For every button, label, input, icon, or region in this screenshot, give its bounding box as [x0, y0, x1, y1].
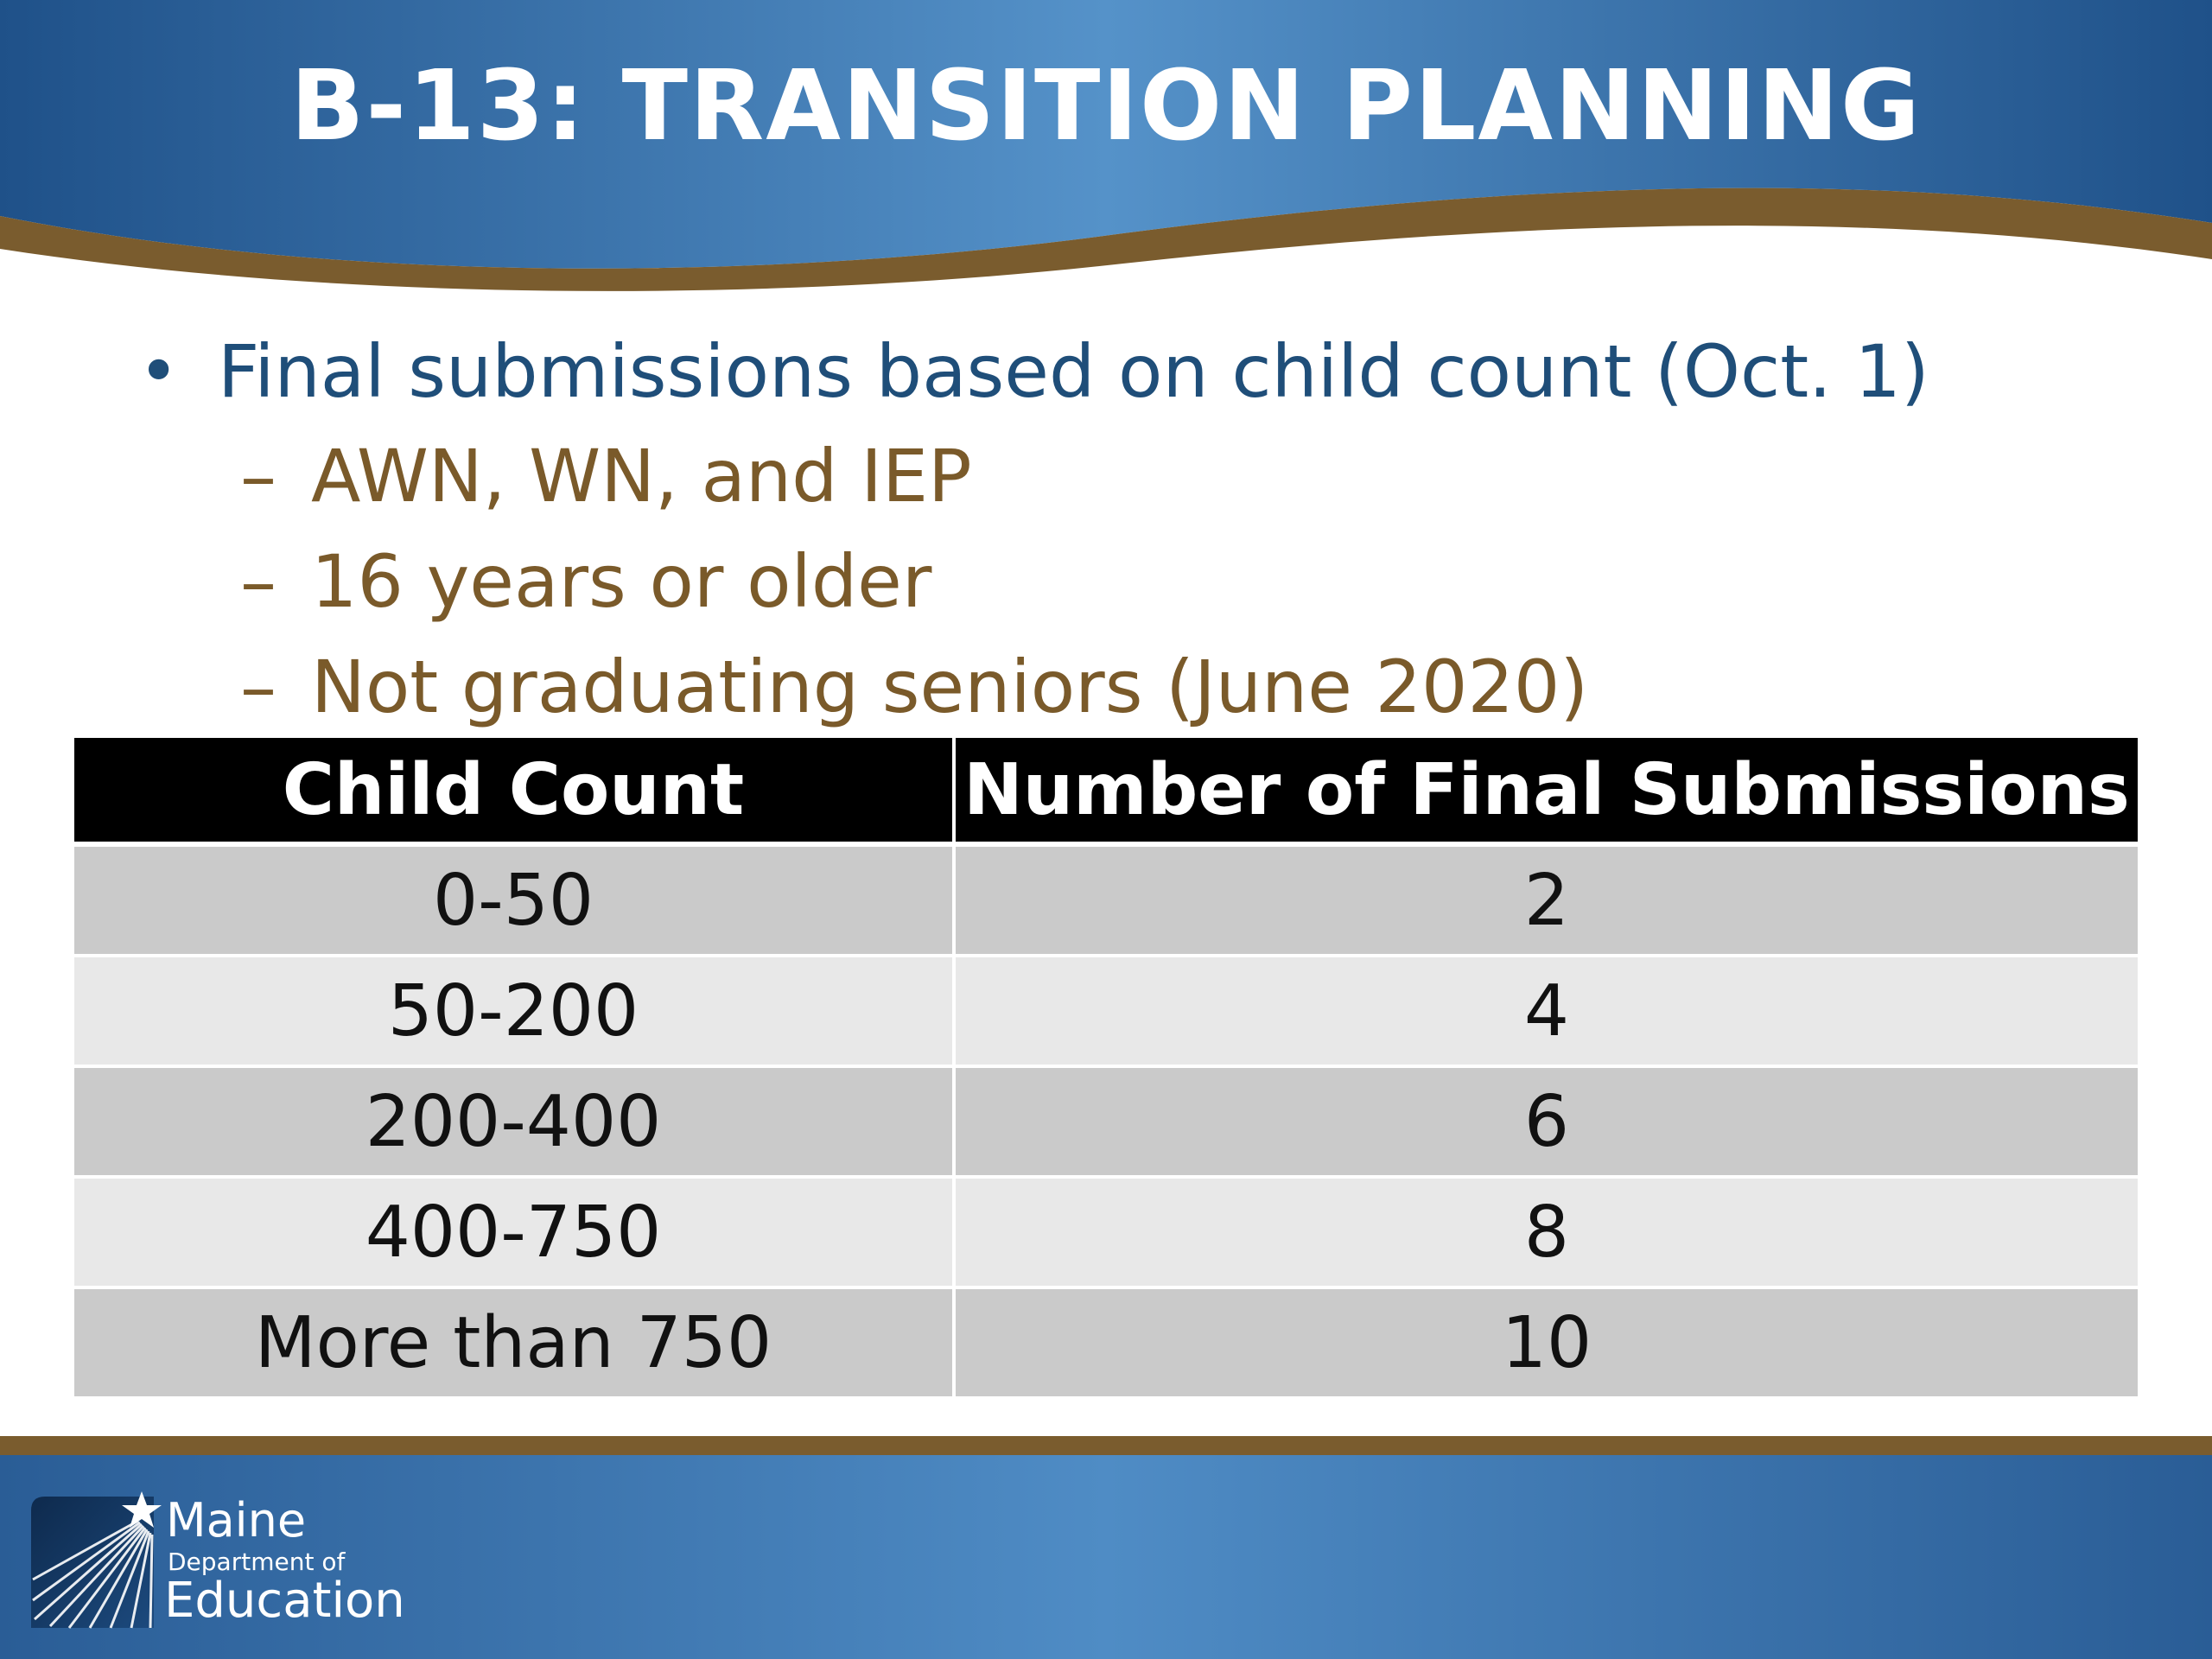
child-count-cell: 400-750	[74, 1177, 954, 1287]
sub-bullet	[138, 529, 2126, 634]
table-row	[74, 1177, 2138, 1287]
submissions-cell: 8	[954, 1177, 2138, 1287]
sub-bullet-text: 16 years or older	[311, 539, 932, 624]
footer-gold-stripe	[0, 1436, 2212, 1455]
sub-bullet-text: Not graduating seniors (June 2020)	[311, 645, 1589, 729]
sub-bullet	[138, 423, 2126, 529]
submissions-table	[74, 738, 2138, 1400]
logo-text-maine: Maine	[166, 1493, 307, 1548]
bullet-dot-icon: •	[138, 331, 180, 411]
table-row	[74, 956, 2138, 1066]
bullet-main-text: Final submissions based on child count (Oct. 1)	[218, 329, 1929, 414]
logo-text-department: Department of	[168, 1548, 346, 1576]
column-header-child-count: Child Count	[74, 738, 954, 844]
submissions-cell: 2	[954, 844, 2138, 956]
child-count-cell: 50-200	[74, 956, 954, 1066]
slide-title: B-13: TRANSITION PLANNING	[290, 50, 1922, 162]
submissions-cell: 4	[954, 956, 2138, 1066]
sub-bullet-text: AWN, WN, and IEP	[311, 434, 972, 518]
logo-text-education: Education	[164, 1573, 405, 1629]
submissions-cell: 10	[954, 1287, 2138, 1398]
table-header-row	[74, 738, 2138, 844]
star-rays-icon	[24, 1490, 171, 1637]
table-row	[74, 1066, 2138, 1177]
slide-footer	[0, 1455, 2212, 1659]
sub-bullet	[138, 634, 2126, 740]
dash-icon: –	[240, 539, 276, 624]
slide-header	[0, 0, 2212, 311]
maine-doe-logo	[24, 1490, 439, 1637]
child-count-cell: 0-50	[74, 844, 954, 956]
child-count-cell: 200-400	[74, 1066, 954, 1177]
bullet-main	[138, 320, 2126, 423]
submissions-cell: 6	[954, 1066, 2138, 1177]
child-count-cell: More than 750	[74, 1287, 954, 1398]
dash-icon: –	[240, 434, 276, 518]
column-header-final-submissions: Number of Final Submissions	[954, 738, 2138, 844]
table-row	[74, 1287, 2138, 1398]
dash-icon: –	[240, 645, 276, 729]
table-row	[74, 844, 2138, 956]
bullet-list	[138, 320, 2126, 740]
